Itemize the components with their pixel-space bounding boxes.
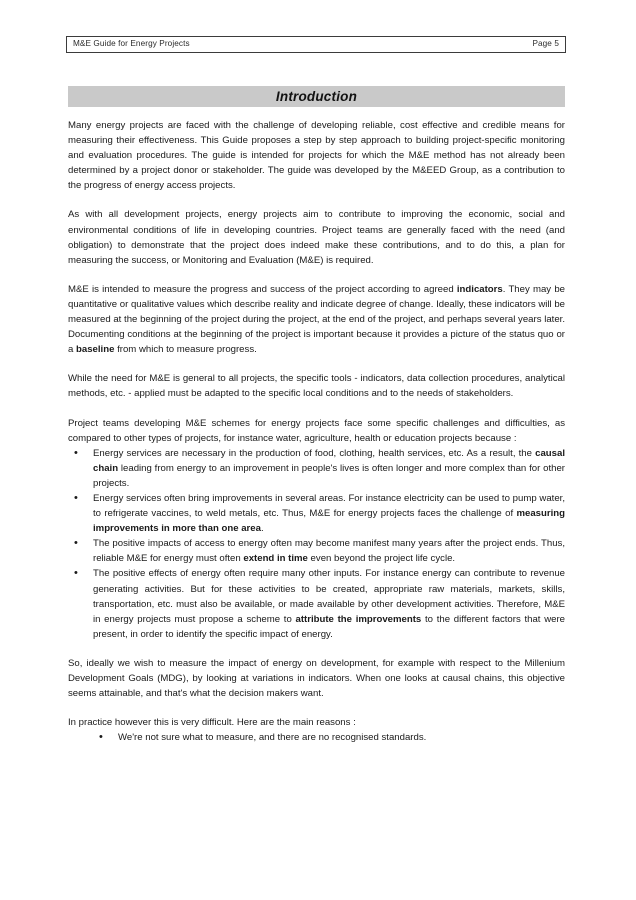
- bullet-dot-icon: •: [74, 446, 78, 459]
- challenges-bullet-list: [68, 446, 565, 642]
- paragraph-2: As with all development projects, energy projects aim to contribute to improving the economic, social and environmental conditions of life in developing countries. Project teams are generally faced with the need (and obligation) to demonstrate that the project does indeed make these contributions, and to do this, a plan for measuring the success, or Monitoring and Evaluation (M&E) is required.: [68, 209, 565, 266]
- paragraph-3-part-3: from which to measure progress.: [114, 344, 257, 356]
- section-banner: [68, 86, 565, 107]
- list-item: [68, 566, 565, 641]
- reasons-bullet-list: [68, 730, 565, 745]
- list-item-part-2: .: [260, 523, 264, 535]
- paragraph-5: Project teams developing M&E schemes for energy projects face some specific challenges and difficulties, as compared to other types of projects, for instance water, agriculture, health or education projects because :: [68, 417, 565, 444]
- document-body: [68, 118, 565, 745]
- list-item-part-1: The positive effects of energy often require many other inputs. For instance energy can contribute to revenue generating activities. But for these activities to be created, appropriate raw materials, markets, skills, transportation, etc. must also be available, or made available by other development activities. Therefore, M&E in energy projects must propose a scheme to: [93, 568, 565, 625]
- list-item: [68, 446, 565, 491]
- list-item-part-2: to the different factors that were present, in order to identify the specific impact of energy.: [93, 613, 565, 640]
- bullet-dot-icon: •: [74, 537, 78, 550]
- list-item-part-1: The positive impacts of access to energy often may become manifest many years after the project ends. Thus, reliable M&E for energy must often: [93, 538, 565, 565]
- paragraph-3-part-2: . They may be quantitative or qualitative values which describe reality and indicate degree of change. Ideally, these indicators will be measured at the beginning of the project during the project, at the end of the project, and perhaps several years later. Documenting conditions at the beginning of the project is important because it provides a picture of the status quo or a: [68, 283, 565, 356]
- list-item-part-1: Energy services are necessary in the production of food, clothing, health services, etc. As a result, the: [93, 447, 536, 459]
- section-title: Introduction: [275, 88, 358, 104]
- paragraph-3: [68, 282, 565, 357]
- bullet-dot-icon: •: [74, 491, 78, 504]
- list-item-bold-1: causal chain: [93, 447, 565, 474]
- paragraph-3-bold-indicators: indicators: [456, 283, 503, 295]
- paragraph-6: So, ideally we wish to measure the impact of energy on development, for example with respect to the Millenium Development Goals (MDG), by looking at variations in indicators. When one looks at causal chains, this objective seems attainable, and that's what the decision makers want.: [68, 657, 565, 700]
- list-item: [68, 730, 565, 745]
- list-item-part-1: Energy services often bring improvements in several areas. For instance electricity can be used to pump water, to refrigerate vaccines, to weld metals, etc. Thus, M&E for energy projects faces the challenge of: [93, 492, 565, 520]
- header-document-title: M&E Guide for Energy Projects: [73, 39, 190, 49]
- header-page-number: Page 5: [532, 39, 559, 49]
- list-item: [68, 536, 565, 566]
- list-item-text: We're not sure what to measure, and there are no recognised standards.: [118, 732, 427, 744]
- paragraph-3-part-1: M&E is intended to measure the progress and success of the project according to agreed: [68, 283, 457, 295]
- paragraph-4: While the need for M&E is general to all projects, the specific tools - indicators, data collection procedures, analytical methods, etc. - applied must be adapted to the specific local conditions and to the needs of stakeholders.: [68, 373, 565, 400]
- list-item-bold-1: extend in time: [243, 553, 308, 565]
- list-item-bold-1: attribute the improvements: [295, 613, 422, 625]
- list-item-part-2: leading from energy to an improvement in people's lives is often longer and more complex than for other projects.: [93, 462, 565, 489]
- paragraph-3-bold-baseline: baseline: [76, 344, 115, 356]
- list-item: [68, 491, 565, 536]
- list-item-bold-1: measuring improvements in more than one area: [93, 508, 565, 535]
- bullet-dot-icon: •: [99, 731, 103, 744]
- bullet-dot-icon: •: [74, 567, 78, 580]
- list-item-part-2: even beyond the project life cycle.: [307, 553, 456, 565]
- paragraph-1: Many energy projects are faced with the challenge of developing reliable, cost effective and credible means for measuring their effectiveness. This Guide proposes a step by step approach to building project-specific monitoring and evaluation procedures. The guide is intended for projects for which the M&E method has not already been determined by a project donor or stakeholder. The guide was developed by the M&EED Group, as a contribution to the progress of energy access projects.: [68, 120, 565, 192]
- page-header: [66, 36, 566, 53]
- paragraph-7: In practice however this is very difficult. Here are the main reasons :: [68, 717, 356, 729]
